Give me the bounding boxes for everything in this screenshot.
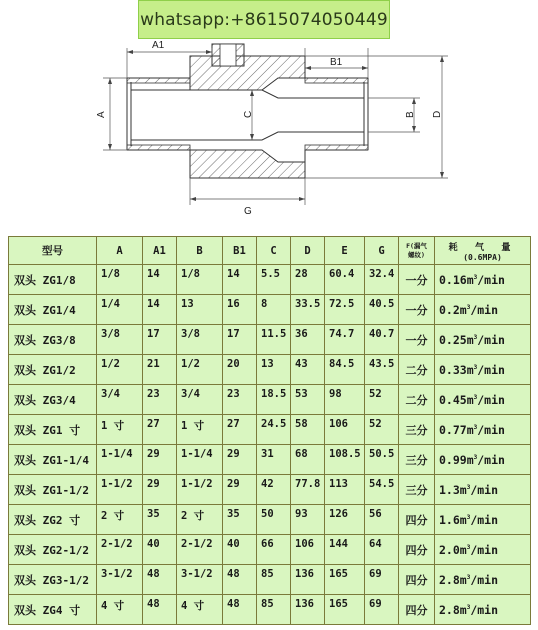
cell-a: 2-1/2 xyxy=(97,535,143,565)
cell-a1: 48 xyxy=(143,565,177,595)
cell-a: 1/2 xyxy=(97,355,143,385)
cell-f: 一分 xyxy=(399,265,435,295)
gas-unit-exponent: 3 xyxy=(466,603,471,611)
cell-d: 106 xyxy=(291,535,325,565)
cell-b: 1/2 xyxy=(177,355,223,385)
gas-value: 0.16m xyxy=(439,272,474,287)
cell-model: 双头 ZG3/4 xyxy=(9,385,97,415)
cell-a1: 35 xyxy=(143,505,177,535)
cell-a: 4 寸 xyxy=(97,595,143,625)
gas-unit: /min xyxy=(470,512,499,527)
cell-f: 二分 xyxy=(399,355,435,385)
cell-b1: 16 xyxy=(223,295,257,325)
whatsapp-banner: whatsapp:+8615074050449 xyxy=(138,0,390,39)
gas-value: 0.45m xyxy=(439,392,474,407)
cell-gas xyxy=(435,415,531,445)
cell-c: 85 xyxy=(257,565,291,595)
gas-unit-exponent: 3 xyxy=(473,393,478,401)
cell-g: 52 xyxy=(365,385,399,415)
gas-unit: /min xyxy=(477,452,505,467)
cell-e: 108.5 xyxy=(325,445,365,475)
table-header-row xyxy=(9,237,531,265)
cell-f: 一分 xyxy=(399,325,435,355)
dim-label-c: C xyxy=(243,110,254,118)
cell-b1: 27 xyxy=(223,415,257,445)
header-gas-line1: 耗 气 量 xyxy=(448,242,517,253)
header-a1: A1 xyxy=(143,237,177,265)
cell-b1: 14 xyxy=(223,265,257,295)
gas-unit-exponent: 3 xyxy=(466,543,471,551)
cell-d: 36 xyxy=(291,325,325,355)
header-gas-line2: (0.6MPA) xyxy=(463,252,502,262)
gas-unit: /min xyxy=(470,302,499,317)
cell-a1: 40 xyxy=(143,535,177,565)
cell-a: 1/8 xyxy=(97,265,143,295)
cell-model: 双头 ZG4 寸 xyxy=(9,595,97,625)
cell-d: 68 xyxy=(291,445,325,475)
table-row xyxy=(9,565,531,595)
cell-a1: 23 xyxy=(143,385,177,415)
gas-unit: /min xyxy=(477,362,505,377)
cell-model: 双头 ZG2-1/2 xyxy=(9,535,97,565)
dim-label-b: B xyxy=(405,111,416,118)
table-row xyxy=(9,505,531,535)
cell-gas xyxy=(435,595,531,625)
cell-g: 69 xyxy=(365,565,399,595)
cell-gas xyxy=(435,325,531,355)
cell-b: 3-1/2 xyxy=(177,565,223,595)
cell-f: 四分 xyxy=(399,505,435,535)
cell-b1: 35 xyxy=(223,505,257,535)
cell-model: 双头 ZG1/4 xyxy=(9,295,97,325)
header-d: D xyxy=(291,237,325,265)
header-c: C xyxy=(257,237,291,265)
spec-table xyxy=(8,236,531,625)
cell-model: 双头 ZG3-1/2 xyxy=(9,565,97,595)
cell-gas xyxy=(435,475,531,505)
cell-g: 50.5 xyxy=(365,445,399,475)
dim-label-a1: A1 xyxy=(152,40,165,51)
cell-b1: 20 xyxy=(223,355,257,385)
gas-unit: /min xyxy=(470,542,499,557)
gas-value: 0.77m xyxy=(439,422,474,437)
gas-value: 2.0m xyxy=(439,542,467,557)
cell-d: 43 xyxy=(291,355,325,385)
cell-c: 31 xyxy=(257,445,291,475)
cell-f: 二分 xyxy=(399,385,435,415)
cell-c: 66 xyxy=(257,535,291,565)
gas-unit: /min xyxy=(470,572,499,587)
dim-label-a: A xyxy=(96,111,107,118)
cell-a: 1-1/4 xyxy=(97,445,143,475)
cell-a: 3/4 xyxy=(97,385,143,415)
cell-b: 1/8 xyxy=(177,265,223,295)
cell-g: 54.5 xyxy=(365,475,399,505)
gas-value: 2.8m xyxy=(439,572,467,587)
cell-b1: 48 xyxy=(223,595,257,625)
cell-e: 60.4 xyxy=(325,265,365,295)
gas-unit: /min xyxy=(470,482,499,497)
cell-b: 13 xyxy=(177,295,223,325)
header-f-line1: F(漏气 xyxy=(406,241,427,250)
cell-g: 64 xyxy=(365,535,399,565)
cell-c: 42 xyxy=(257,475,291,505)
cell-a1: 29 xyxy=(143,445,177,475)
table-row xyxy=(9,535,531,565)
cell-b1: 48 xyxy=(223,565,257,595)
cell-model: 双头 ZG1/8 xyxy=(9,265,97,295)
cell-b1: 29 xyxy=(223,475,257,505)
table-row xyxy=(9,595,531,625)
cell-e: 126 xyxy=(325,505,365,535)
cell-g: 40.5 xyxy=(365,295,399,325)
cell-c: 11.5 xyxy=(257,325,291,355)
cell-gas xyxy=(435,445,531,475)
table-row xyxy=(9,475,531,505)
cell-f: 四分 xyxy=(399,565,435,595)
header-f-line2: 螺纹) xyxy=(408,250,425,259)
cell-d: 77.8 xyxy=(291,475,325,505)
cell-a1: 14 xyxy=(143,295,177,325)
cell-d: 58 xyxy=(291,415,325,445)
cell-c: 8 xyxy=(257,295,291,325)
table-row xyxy=(9,415,531,445)
cell-d: 28 xyxy=(291,265,325,295)
cell-b: 4 寸 xyxy=(177,595,223,625)
gas-unit-exponent: 3 xyxy=(473,363,478,371)
header-f xyxy=(399,237,435,265)
cell-model: 双头 ZG1/2 xyxy=(9,355,97,385)
cell-f: 三分 xyxy=(399,475,435,505)
cell-gas xyxy=(435,295,531,325)
table-row xyxy=(9,325,531,355)
gas-unit: /min xyxy=(470,602,499,617)
header-b1: B1 xyxy=(223,237,257,265)
gas-unit: /min xyxy=(477,332,505,347)
cell-e: 106 xyxy=(325,415,365,445)
header-g: G xyxy=(365,237,399,265)
cell-model: 双头 ZG1-1/4 xyxy=(9,445,97,475)
gas-value: 0.25m xyxy=(439,332,474,347)
gas-value: 1.3m xyxy=(439,482,467,497)
cell-e: 144 xyxy=(325,535,365,565)
cell-d: 93 xyxy=(291,505,325,535)
cell-b: 1-1/2 xyxy=(177,475,223,505)
cell-e: 74.7 xyxy=(325,325,365,355)
cell-e: 165 xyxy=(325,565,365,595)
cell-model: 双头 ZG1-1/2 xyxy=(9,475,97,505)
gas-unit-exponent: 3 xyxy=(466,483,471,491)
table-row xyxy=(9,385,531,415)
cell-e: 165 xyxy=(325,595,365,625)
cell-c: 85 xyxy=(257,595,291,625)
gas-value: 1.6m xyxy=(439,512,467,527)
cell-b1: 17 xyxy=(223,325,257,355)
cell-a1: 48 xyxy=(143,595,177,625)
cell-a1: 17 xyxy=(143,325,177,355)
dim-label-b1: B1 xyxy=(330,57,343,68)
table-row xyxy=(9,265,531,295)
header-b: B xyxy=(177,237,223,265)
gas-unit-exponent: 3 xyxy=(466,573,471,581)
gas-value: 0.33m xyxy=(439,362,474,377)
cell-d: 136 xyxy=(291,565,325,595)
cell-b: 2 寸 xyxy=(177,505,223,535)
cell-a1: 21 xyxy=(143,355,177,385)
gas-unit-exponent: 3 xyxy=(473,333,478,341)
cell-e: 84.5 xyxy=(325,355,365,385)
dim-label-g: G xyxy=(244,206,252,217)
cell-a: 1 寸 xyxy=(97,415,143,445)
gas-unit-exponent: 3 xyxy=(466,303,471,311)
dim-label-d: D xyxy=(432,110,443,118)
cell-a1: 29 xyxy=(143,475,177,505)
cell-f: 一分 xyxy=(399,295,435,325)
gas-value: 0.99m xyxy=(439,452,474,467)
cell-f: 四分 xyxy=(399,535,435,565)
cell-gas xyxy=(435,355,531,385)
cell-a: 3-1/2 xyxy=(97,565,143,595)
cell-b1: 23 xyxy=(223,385,257,415)
cell-c: 50 xyxy=(257,505,291,535)
gas-value: 0.2m xyxy=(439,302,467,317)
cell-gas xyxy=(435,265,531,295)
gas-unit-exponent: 3 xyxy=(473,423,478,431)
cell-gas xyxy=(435,565,531,595)
gas-unit: /min xyxy=(477,272,505,287)
cell-model: 双头 ZG1 寸 xyxy=(9,415,97,445)
header-e: E xyxy=(325,237,365,265)
cell-model: 双头 ZG2 寸 xyxy=(9,505,97,535)
cell-a: 1/4 xyxy=(97,295,143,325)
cell-g: 69 xyxy=(365,595,399,625)
cell-e: 98 xyxy=(325,385,365,415)
cell-c: 24.5 xyxy=(257,415,291,445)
cell-e: 113 xyxy=(325,475,365,505)
cell-g: 56 xyxy=(365,505,399,535)
table-row xyxy=(9,445,531,475)
cell-f: 三分 xyxy=(399,415,435,445)
cell-a: 1-1/2 xyxy=(97,475,143,505)
cell-a: 2 寸 xyxy=(97,505,143,535)
cell-a1: 27 xyxy=(143,415,177,445)
cell-gas xyxy=(435,535,531,565)
cell-b: 3/4 xyxy=(177,385,223,415)
gas-unit-exponent: 3 xyxy=(466,513,471,521)
cell-b: 1-1/4 xyxy=(177,445,223,475)
cell-f: 四分 xyxy=(399,595,435,625)
cell-d: 53 xyxy=(291,385,325,415)
cell-c: 18.5 xyxy=(257,385,291,415)
table-row xyxy=(9,355,531,385)
cell-model: 双头 ZG3/8 xyxy=(9,325,97,355)
header-gas xyxy=(435,237,531,265)
cell-gas xyxy=(435,385,531,415)
cell-d: 136 xyxy=(291,595,325,625)
gas-unit: /min xyxy=(477,392,505,407)
cell-b: 1 寸 xyxy=(177,415,223,445)
cell-g: 52 xyxy=(365,415,399,445)
gas-unit: /min xyxy=(477,422,505,437)
cell-e: 72.5 xyxy=(325,295,365,325)
cell-b: 3/8 xyxy=(177,325,223,355)
cell-a: 3/8 xyxy=(97,325,143,355)
cell-g: 43.5 xyxy=(365,355,399,385)
cell-f: 三分 xyxy=(399,445,435,475)
gas-value: 2.8m xyxy=(439,602,467,617)
cell-a1: 14 xyxy=(143,265,177,295)
table-row xyxy=(9,295,531,325)
cell-gas xyxy=(435,505,531,535)
gas-unit-exponent: 3 xyxy=(473,273,478,281)
cell-b1: 29 xyxy=(223,445,257,475)
header-model: 型号 xyxy=(9,237,97,265)
cell-c: 13 xyxy=(257,355,291,385)
cell-b: 2-1/2 xyxy=(177,535,223,565)
cell-g: 32.4 xyxy=(365,265,399,295)
cell-d: 33.5 xyxy=(291,295,325,325)
cell-b1: 40 xyxy=(223,535,257,565)
cell-g: 40.7 xyxy=(365,325,399,355)
cell-c: 5.5 xyxy=(257,265,291,295)
header-a: A xyxy=(97,237,143,265)
gas-unit-exponent: 3 xyxy=(473,453,478,461)
